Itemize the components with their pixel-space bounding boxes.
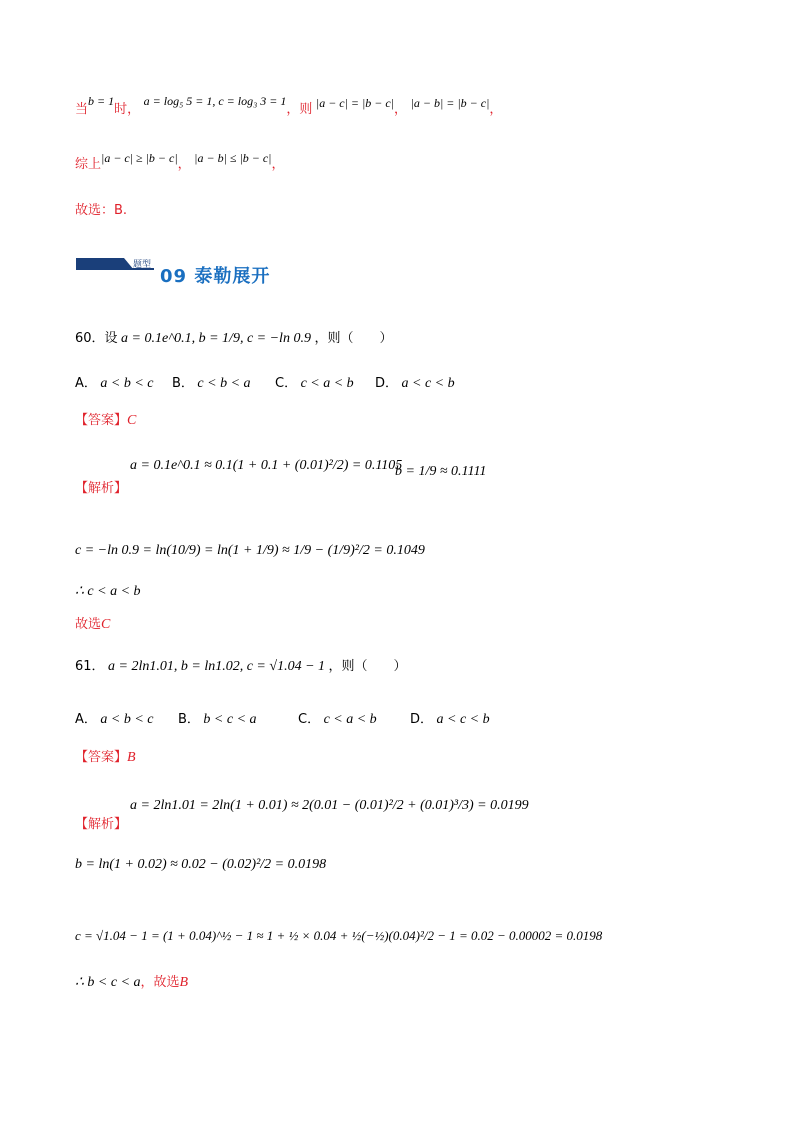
case-rel2: |a − b| = |b − c| — [410, 96, 490, 110]
q61-option-b-math: b < c < a — [203, 712, 257, 727]
case-sep: ， — [394, 102, 408, 117]
q60-option-d-math: a < c < b — [401, 376, 455, 391]
q61-option-a — [75, 708, 154, 728]
q61-stem-prefix: 61． — [75, 659, 105, 674]
q61-answer — [75, 749, 136, 767]
case-values: a = log₅ 5 = 1, c = log₃ 3 = 1 — [143, 94, 287, 108]
q61-option-c-label: C． — [298, 712, 321, 727]
q61-line3: c = √1.04 − 1 = (1 + 0.04)^½ − 1 ≈ 1 + ½ × 0.04 + ½(−½)(0.04)²/2 − 1 = 0.02 − 0.00002 = 0.0198 — [75, 928, 603, 943]
q61-choose-label: ，故选 — [140, 975, 180, 990]
section-title: 09 泰勒展开 — [160, 266, 271, 287]
q60-line1b: b = 1/9 ≈ 0.1111 — [395, 464, 487, 479]
case-then: ，则 — [286, 102, 313, 117]
q60-option-c-math: c < a < b — [300, 376, 354, 391]
q61-option-c — [298, 708, 377, 728]
case-end: ， — [489, 102, 503, 117]
q60-choose-value: C — [101, 617, 111, 632]
q60-choose — [75, 616, 110, 634]
case-prefix: 当 — [75, 102, 89, 117]
q61-stem-math: a = 2ln1.01, b = ln1.02, c = √1.04 − 1 — [108, 659, 326, 674]
q60-option-b-label: B． — [172, 376, 194, 391]
q60-option-b — [172, 372, 251, 392]
q61-option-d — [410, 708, 490, 728]
summary-rel1: |a − c| ≥ |b − c| — [101, 151, 178, 165]
case-b-eq: b = 1 — [88, 94, 115, 108]
q60-option-b-math: c < b < a — [197, 376, 251, 391]
q61-option-c-math: c < a < b — [323, 712, 377, 727]
q60-option-a-label: A． — [75, 376, 97, 391]
q61-conclusion-line — [75, 974, 188, 992]
q60-stem-math: a = 0.1e^0.1, b = 1/9, c = −ln 0.9 — [121, 331, 311, 346]
q60-option-a — [75, 372, 154, 392]
q61-option-d-math: a < c < b — [436, 712, 490, 727]
q60-choose-label: 故选 — [75, 617, 102, 632]
q60-option-d-label: D． — [375, 376, 399, 391]
summary-sep: ， — [177, 157, 191, 172]
q61-stem-suffix: ，则（ ） — [328, 659, 407, 674]
case-rel1: |a − c| = |b − c| — [315, 96, 395, 110]
summary-line — [75, 151, 285, 174]
q60-stem — [75, 330, 392, 348]
q61-analysis-tag: 【解析】 — [75, 817, 128, 832]
q60-answer-value: C — [127, 413, 137, 428]
summary-prefix: 综上 — [75, 157, 102, 172]
section-banner-icon — [76, 258, 154, 270]
q60-analysis-tag: 【解析】 — [75, 481, 128, 496]
proof-choice: 故选：B. — [75, 203, 128, 218]
q60-option-c-label: C． — [275, 376, 298, 391]
q61-answer-value: B — [127, 750, 136, 765]
q61-line1: a = 2ln1.01 = 2ln(1 + 0.01) ≈ 2(0.01 − (0.01)²/2 + (0.01)³/3) = 0.0199 — [130, 798, 529, 813]
q60-option-a-math: a < b < c — [100, 376, 154, 391]
q61-option-b — [178, 708, 257, 728]
summary-end: ， — [271, 157, 285, 172]
q60-conclusion: ∴ c < a < b — [75, 584, 141, 599]
q60-stem-prefix: 60．设 — [75, 331, 118, 346]
q60-stem-suffix: ，则（ ） — [314, 331, 393, 346]
summary-rel2: |a − b| ≤ |b − c| — [194, 151, 272, 165]
q61-line2: b = ln(1 + 0.02) ≈ 0.02 − (0.02)²/2 = 0.0198 — [75, 857, 327, 872]
q60-line1: a = 0.1e^0.1 ≈ 0.1(1 + 0.1 + (0.01)²/2) = 0.1105 — [130, 458, 403, 473]
q61-option-b-label: B． — [178, 712, 200, 727]
q60-answer — [75, 412, 136, 430]
q61-stem — [75, 658, 407, 676]
q61-option-a-math: a < b < c — [100, 712, 154, 727]
q60-option-d — [375, 372, 455, 392]
section-banner-text: 题型 — [132, 260, 152, 270]
case-line — [75, 94, 503, 119]
q61-choose-value: B — [179, 975, 189, 990]
q60-answer-tag: 【答案】 — [75, 413, 128, 428]
q60-option-c — [275, 372, 354, 392]
q61-answer-tag: 【答案】 — [75, 750, 128, 765]
q61-conclusion: ∴ b < c < a — [75, 975, 141, 990]
q60-line2: c = −ln 0.9 = ln(10/9) = ln(1 + 1/9) ≈ 1/9 − (1/9)²/2 = 0.1049 — [75, 543, 425, 558]
q61-option-d-label: D． — [410, 712, 434, 727]
case-mid: 时， — [114, 102, 141, 117]
q61-option-a-label: A． — [75, 712, 97, 727]
